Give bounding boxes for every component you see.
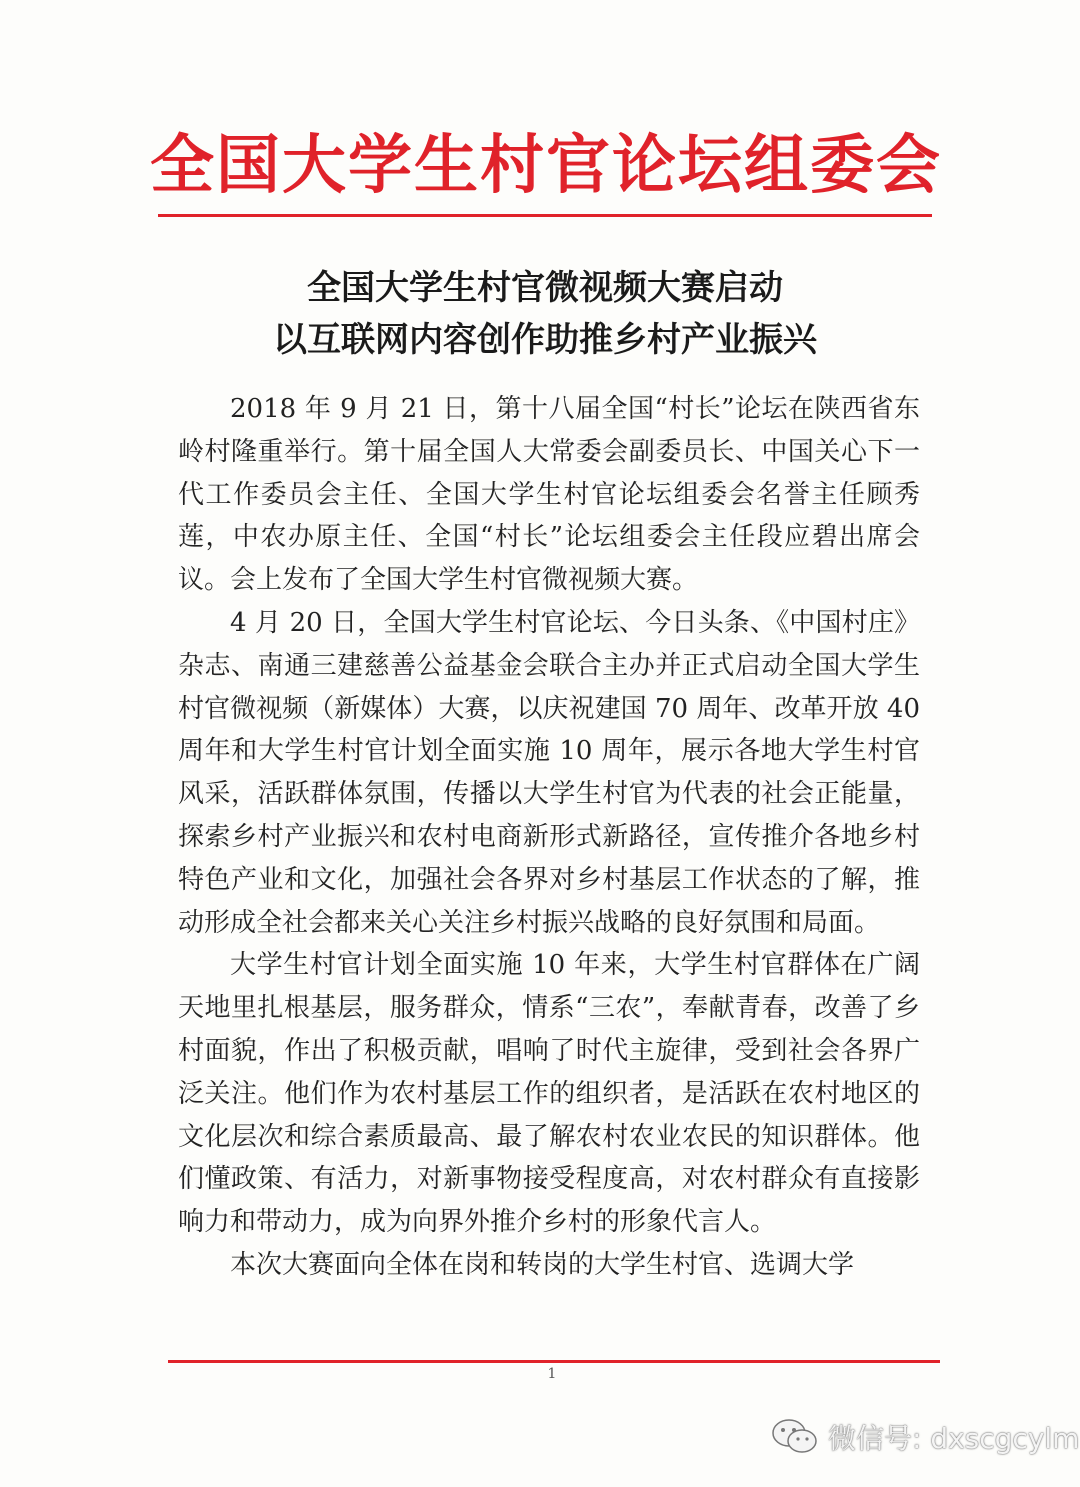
document-headline bbox=[140, 262, 950, 366]
paragraph-2: 4 月 20 日，全国大学生村官论坛、今日头条、《中国村庄》杂志、南通三建慈善公益基金会联合主办并正式启动全国大学生村官微视频（新媒体）大赛，以庆祝建国 70 周年、改革开放 40 周年和大学生村官计划全面实施 10 周年，展示各地大学生村官风采，活跃群体氛围，传播以大学生村官为代表的社会正能量，探索乡村产业振兴和农村电商新形式新路径，宣传推介各地乡村特色产业和文化，加强社会各界对乡村基层工作状态的了解，推动形成全社会都来关心关注乡村振兴战略的良好氛围和局面。 bbox=[178, 607, 920, 938]
wechat-watermark bbox=[770, 1416, 1079, 1458]
document-body bbox=[178, 388, 920, 1287]
wechat-id-text: 微信号: dxscgcylm bbox=[828, 1422, 1080, 1455]
headline-line-2: 以互联网内容创作助推乡村产业振兴 bbox=[273, 320, 817, 360]
paragraph-1: 2018 年 9 月 21 日，第十八届全国“村长”论坛在陕西省东岭村隆重举行。第十届全国人大常委会副委员长、中国关心下一代工作委员会主任、全国大学生村官论坛组委会名誉主任顾秀莲，中农办原主任、全国“村长”论坛组委会主任段应碧出席会议。会上发布了全国大学生村官微视频大赛。 bbox=[178, 394, 920, 596]
headline-line-1: 全国大学生村官微视频大赛启动 bbox=[307, 268, 783, 308]
paragraph-4: 本次大赛面向全体在岗和转岗的大学生村官、选调大学 bbox=[230, 1249, 855, 1280]
wechat-icon bbox=[770, 1417, 820, 1457]
page-number: 1 bbox=[547, 1366, 557, 1382]
paragraph-3: 大学生村官计划全面实施 10 年来，大学生村官群体在广阔天地里扎根基层，服务群众，情系“三农”，奉献青春，改善了乡村面貌，作出了积极贡献，唱响了时代主旋律，受到社会各界广泛关注。他们作为农村基层工作的组织者，是活跃在农村地区的文化层次和综合素质最高、最了解农村农业农民的知识群体。他们懂政策、有活力，对新事物接受程度高，对农村群众有直接影响力和带动力，成为向界外推介乡村的形象代言人。 bbox=[178, 950, 920, 1238]
letterhead-red-rule bbox=[158, 214, 932, 217]
organization-letterhead: 全国大学生村官论坛组委会 bbox=[150, 128, 942, 203]
footer-red-rule bbox=[168, 1360, 940, 1363]
